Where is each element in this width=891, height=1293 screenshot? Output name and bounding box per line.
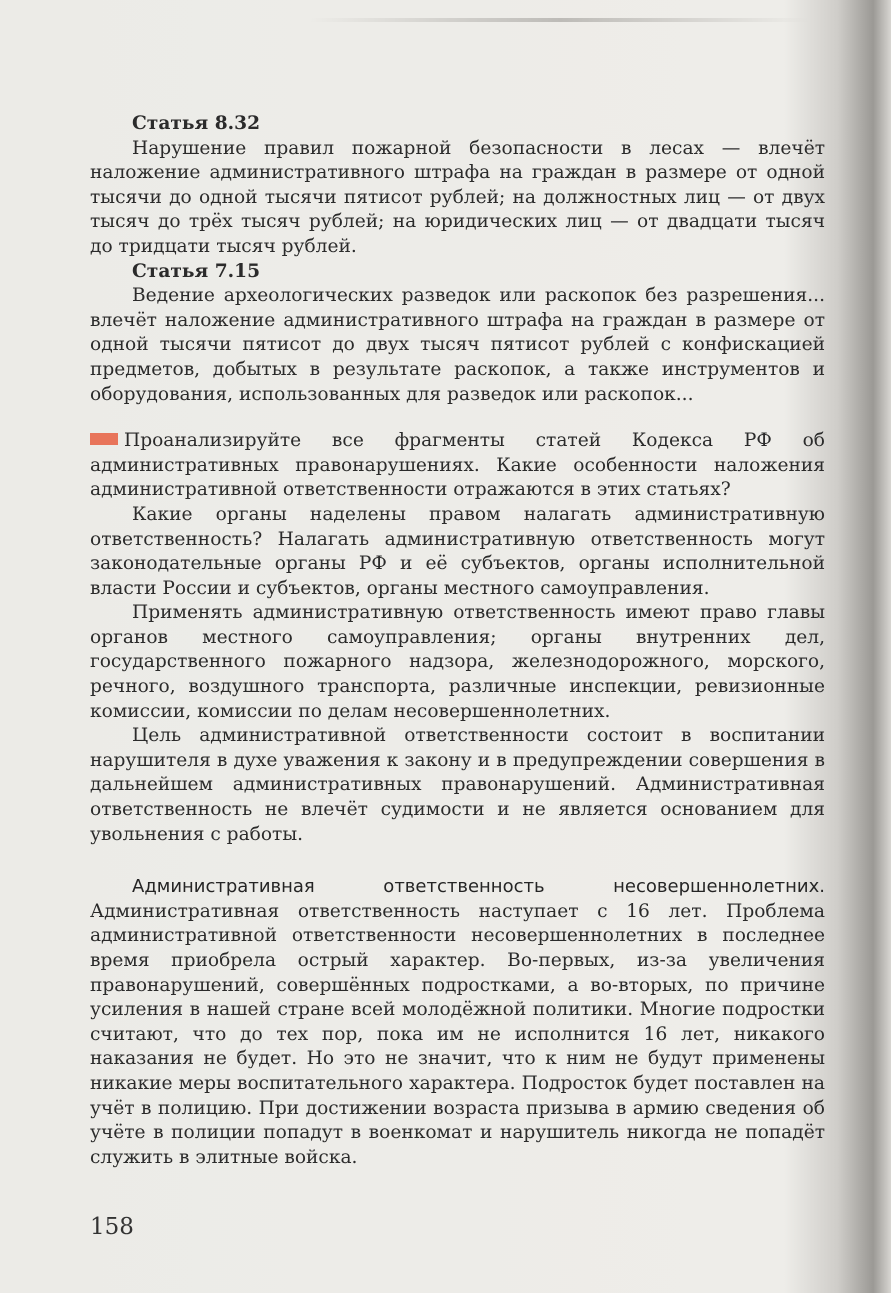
task-marker-icon bbox=[90, 433, 118, 445]
page-number: 158 bbox=[90, 1214, 134, 1240]
section-text: Административная ответственность наступает с 16 лет. Проблема административной ответственности несовершеннолетних в последнее время приобрела острый характер. Во-первых, из-за увеличения правонарушений, совершённых подростками, а во-вторых, по причине усиления в нашей стране всей молодёжной политики. Многие подростки считают, что до тех пор, пока им не исполнится 16 лет, никакого наказания не будет. Но это не значит, что к ним не будут применены никакие меры воспитательного характера. Подросток будет поставлен на учёт в полицию. При достижении возраста призыва в армию сведения об учёте в полиции попадут в военкомат и нарушитель никогда не попадёт служить в элитные войска. bbox=[90, 900, 825, 1168]
body-paragraph-2: Применять административную ответственность имеют право главы органов местного самоуправления; органы внутренних дел, государственного пожарного надзора, железнодорожного, морского, речного, воздушного транспорта, различные инспекции, ревизионные комиссии, комиссии по делам несовершеннолетних. bbox=[90, 602, 825, 722]
page-content bbox=[90, 112, 825, 1170]
article-8-32-title: Статья 8.32 bbox=[132, 113, 261, 134]
article-7-15-title: Статья 7.15 bbox=[132, 260, 261, 282]
body-paragraph-1: Какие органы наделены правом налагать административную ответственность? Налагать административную ответственность могут законодательные органы РФ и её субъектов, органы исполнительной власти России и субъектов, органы местного самоуправления. bbox=[90, 503, 825, 599]
section-title: Административная ответственность несовершеннолетних. bbox=[132, 876, 825, 898]
spacer bbox=[90, 847, 825, 875]
task-paragraph bbox=[90, 429, 825, 503]
spacer bbox=[90, 407, 825, 429]
body-paragraph-3: Цель административной ответственности состоит в воспитании нарушителя в духе уважения к закону и в предупреждении совершения в дальнейшем административных правонарушений. Административная ответственность не влечёт судимости и не является основанием для увольнения с работы. bbox=[90, 725, 825, 845]
page-top-shadow bbox=[310, 18, 810, 22]
article-7-15-text: Ведение археологических разведок или раскопок без разрешения... влечёт наложение административного штрафа на граждан в размере от одной тысячи пятисот до двух тысяч пятисот рублей с конфискацией предметов, добытых в результате раскопок, а также инструментов и оборудования, использованных для разведок или раскопок... bbox=[90, 285, 825, 405]
task-text: Проанализируйте все фрагменты статей Кодекса РФ об административных правонарушениях. Какие особенности наложения административной ответственности отражаются в этих статьях? bbox=[90, 430, 825, 501]
section-paragraph bbox=[90, 875, 825, 1170]
article-8-32-text: Нарушение правил пожарной безопасности в лесах — влечёт наложение административного штрафа на граждан в размере от одной тысячи до одной тысячи пятисот рублей; на должностных лиц — от двух тысяч до трёх тысяч рублей; на юридических лиц — от двадцати тысяч до тридцати тысяч рублей. bbox=[90, 137, 825, 257]
